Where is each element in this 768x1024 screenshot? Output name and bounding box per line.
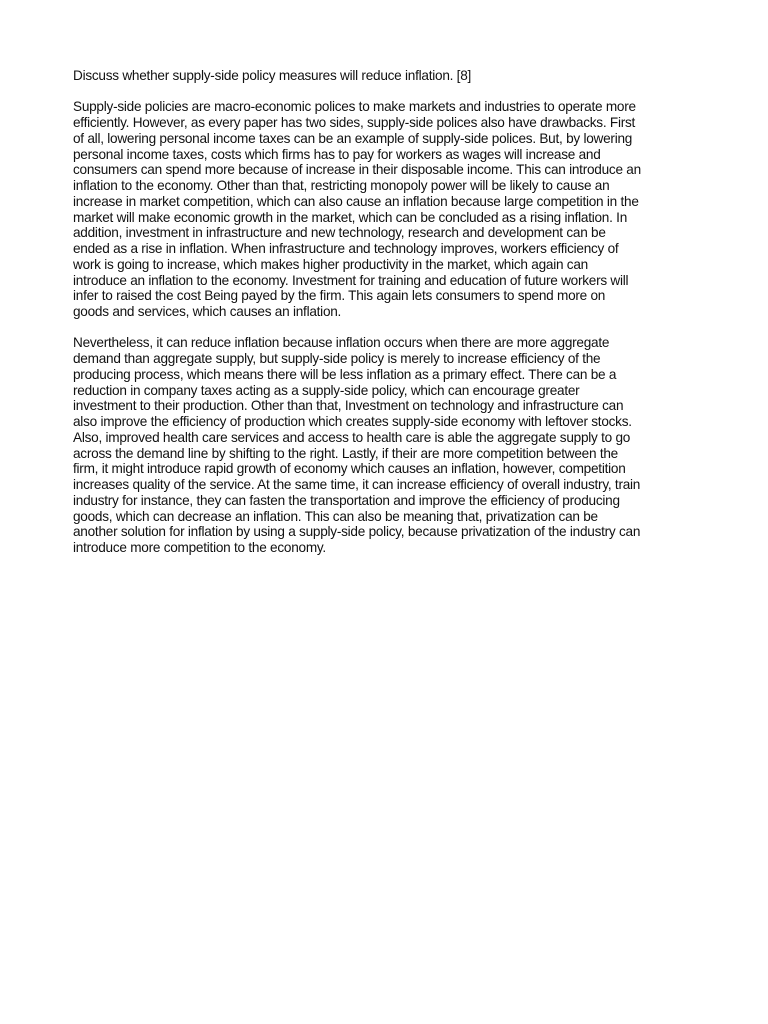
document-content — [73, 68, 698, 571]
paragraph-line: increases quality of the service. At the same time, it can increase efficiency of overall industry, train — [73, 477, 641, 492]
paragraph-line: another solution for inflation by using a supply-side policy, because privatization of the industry can — [73, 524, 641, 540]
paragraph-line: Nevertheless, it can reduce inflation because inflation occurs when there are more aggregate — [73, 335, 610, 351]
paragraph-line: introduce an inflation to the economy. Investment for training and education of future workers will — [73, 272, 629, 288]
document-title: Discuss whether supply-side policy measures will reduce inflation. [8] — [73, 68, 472, 83]
paragraph-line: firm, it might introduce rapid growth of economy which causes an inflation, however, competition — [73, 461, 626, 477]
paragraph-line: goods, which can decrease an inflation. This can also be meaning that, privatization can be — [73, 508, 598, 524]
body-paragraph-1 — [73, 99, 698, 320]
paragraph-line: industry for instance, they can fasten the transportation and improve the efficiency of producing — [73, 492, 620, 508]
paragraph-line: investment to their production. Other than that, Investment on technology and infrastructure can — [73, 398, 624, 414]
paragraph-line: also improve the efficiency of production which creates supply-side economy with leftover stocks. — [73, 414, 632, 429]
paragraph-line: producing process, which means there will be less inflation as a primary effect. There can be a — [73, 366, 617, 382]
paragraph-line: goods and services, which causes an inflation. — [73, 304, 342, 319]
paragraph-line: demand than aggregate supply, but supply-side policy is merely to increase efficiency of the — [73, 351, 601, 366]
paragraph-line: personal income taxes, costs which firms has to pay for workers as wages will increase and — [73, 146, 601, 162]
body-paragraph-2 — [73, 335, 698, 556]
paragraph-line: consumers can spend more because of increase in their disposable income. This can introduce an — [73, 162, 641, 178]
paragraph-line: across the demand line by shifting to the right. Lastly, if their are more competition between the — [73, 445, 618, 461]
paragraph-line: addition, investment in infrastructure and new technology, research and development can be — [73, 225, 606, 241]
paragraph-line: ended as a rise in inflation. When infrastructure and technology improves, workers efficiency of — [73, 241, 619, 256]
paragraph-line: work is going to increase, which makes higher productivity in the market, which again can — [73, 256, 588, 272]
paragraph-line: reduction in company taxes acting as a supply-side policy, which can encourage greater — [73, 382, 580, 398]
paragraph-line: inflation to the economy. Other than that, restricting monopoly power will be likely to cause an — [73, 178, 610, 193]
paragraph-line: efficiently. However, as every paper has two sides, supply-side polices also have drawbacks. First — [73, 115, 636, 130]
paragraph-line: Supply-side policies are macro-economic polices to make markets and industries to operate more — [73, 99, 636, 115]
paragraph-line: Also, improved health care services and access to health care is able the aggregate supply to go — [73, 429, 631, 445]
paragraph-line: of all, lowering personal income taxes can be an example of supply-side polices. But, by lowering — [73, 130, 633, 146]
paragraph-line: introduce more competition to the economy. — [73, 540, 326, 555]
paragraph-line: increase in market competition, which can also cause an inflation because large competition in the — [73, 193, 639, 209]
paragraph-line: market will make economic growth in the market, which can be concluded as a rising inflation. In — [73, 209, 628, 225]
paragraph-line: infer to raised the cost Being payed by the firm. This again lets consumers to spend more on — [73, 288, 606, 304]
